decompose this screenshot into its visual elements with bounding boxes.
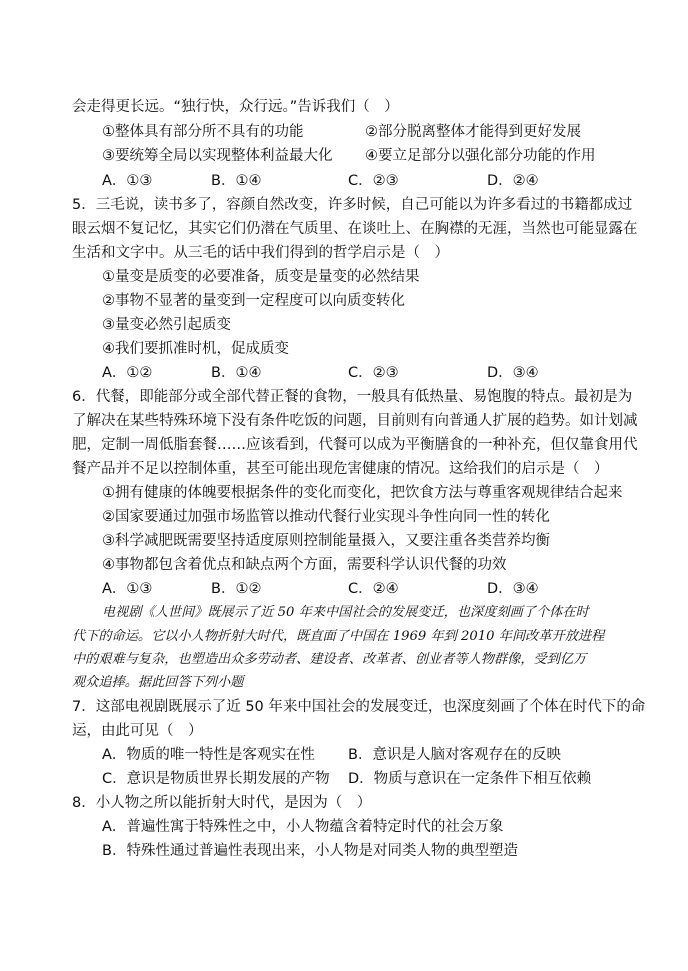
q6-stem-line-4: 餐产品并不足以控制体重，甚至可能出现危害健康的情况。这给我们的启示是（ ） bbox=[72, 461, 609, 477]
q6-stem-line-3: 肥，定制一周低脂套餐……应该看到，代餐可以成为平衡膳食的一种补充，但仅靠食用代 bbox=[72, 437, 638, 453]
q4-statement-3: ③要统筹全局以实现整体利益最大化 bbox=[102, 148, 333, 164]
q4-option-c: C．②③ bbox=[348, 173, 399, 189]
q5-stem-line-2: 眼云烟不复记忆，其实它们仍潜在气质里、在谈吐上、在胸襟的无涯，当然也可能显露在 bbox=[72, 221, 638, 237]
q5-statement-4: ④我们要抓准时机，促成质变 bbox=[102, 341, 289, 357]
q5-statement-2: ②事物不显著的量变到一定程度可以向质变转化 bbox=[102, 293, 405, 309]
passage-line-1: 电视剧《人世间》既展示了近 50 年来中国社会的发展变迁，也深度刻画了个体在时 bbox=[102, 605, 589, 620]
q7-option-c: C．意识是物质世界长期发展的产物 bbox=[102, 771, 330, 787]
q6-statement-1: ①拥有健康的体魄要根据条件的变化而变化，把饮食方法与尊重客观规律结合起来 bbox=[102, 485, 623, 501]
q8-option-a: A．普遍性寓于特殊性之中，小人物蕴含着特定时代的社会万象 bbox=[102, 819, 504, 835]
q5-stem-line-1: 5．三毛说，读书多了，容颜自然改变，许多时候，自己可能以为许多看过的书籍都成过 bbox=[72, 197, 633, 213]
q5-option-d: D．③④ bbox=[487, 365, 539, 381]
q4-option-a: A．①③ bbox=[102, 173, 153, 189]
q4-option-d: D．②④ bbox=[487, 173, 539, 189]
q6-stem-line-1: 6．代餐，即能部分或全部代替正餐的食物，一般具有低热量、易饱腹的特点。最初是为 bbox=[72, 389, 633, 405]
q4-statement-1: ①整体具有部分所不具有的功能 bbox=[102, 124, 304, 140]
q7-stem-line-2: 运，由此可见（ ） bbox=[72, 723, 203, 739]
q6-option-b: B．①② bbox=[211, 581, 262, 597]
q4-statement-2: ②部分脱离整体才能得到更好发展 bbox=[365, 124, 581, 140]
q5-statement-1: ①量变是质变的必要准备，质变是量变的必然结果 bbox=[102, 269, 420, 285]
q7-option-b: B．意识是人脑对客观存在的反映 bbox=[348, 747, 561, 763]
q5-statement-3: ③量变必然引起质变 bbox=[102, 317, 231, 333]
q5-option-c: C．②③ bbox=[348, 365, 399, 381]
q6-statement-4: ④事物都包含着优点和缺点两个方面，需要科学认识代餐的功效 bbox=[102, 557, 507, 573]
passage-line-3: 中的艰难与复杂，也塑造出众多劳动者、建设者、改革者、创业者等人物群像，受到亿万 bbox=[72, 652, 587, 667]
q4-statement-4: ④要立足部分以强化部分功能的作用 bbox=[365, 148, 596, 164]
q6-option-c: C．②④ bbox=[348, 581, 399, 597]
passage-line-2: 代下的命运。它以小人物折射大时代，既直面了中国在 1969 年到 2010 年间改革开放进程 bbox=[72, 629, 605, 644]
q8-option-b: B．特殊性通过普遍性表现出来，小人物是对同类人物的典型塑造 bbox=[102, 843, 518, 859]
q5-option-a: A．①② bbox=[102, 365, 153, 381]
q5-option-b: B．①④ bbox=[211, 365, 262, 381]
q8-stem-line-1: 8．小人物之所以能折射大时代，是因为（ ） bbox=[72, 795, 372, 811]
q7-option-a: A．物质的唯一特性是客观实在性 bbox=[102, 747, 315, 763]
q6-option-d: D．③④ bbox=[487, 581, 539, 597]
q6-stem-line-2: 了解决在某些特殊环境下没有条件吃饭的问题，目前则有向普通人扩展的趋势。如计划减 bbox=[72, 413, 638, 429]
passage-line-4: 观众追捧。据此回答下列小题 bbox=[72, 675, 244, 690]
q6-option-a: A．①③ bbox=[102, 581, 153, 597]
q7-option-d: D．物质与意识在一定条件下相互依赖 bbox=[348, 771, 592, 787]
q6-statement-2: ②国家要通过加强市场监管以推动代餐行业实现斗争性向同一性的转化 bbox=[102, 509, 550, 525]
q5-stem-line-3: 生活和文字中。从三毛的话中我们得到的哲学启示是（ ） bbox=[72, 245, 449, 261]
q6-statement-3: ③科学减肥既需要坚持适度原则控制能量摄入，又要注重各类营养均衡 bbox=[102, 533, 550, 549]
q7-stem-line-1: 7．这部电视剧既展示了近 50 年来中国社会的发展变迁，也深度刻画了个体在时代下的命 bbox=[72, 699, 646, 715]
q4-stem-tail: 会走得更长远。“独行快，众行远。”告诉我们（ ） bbox=[72, 99, 399, 115]
q4-option-b: B．①④ bbox=[211, 173, 262, 189]
